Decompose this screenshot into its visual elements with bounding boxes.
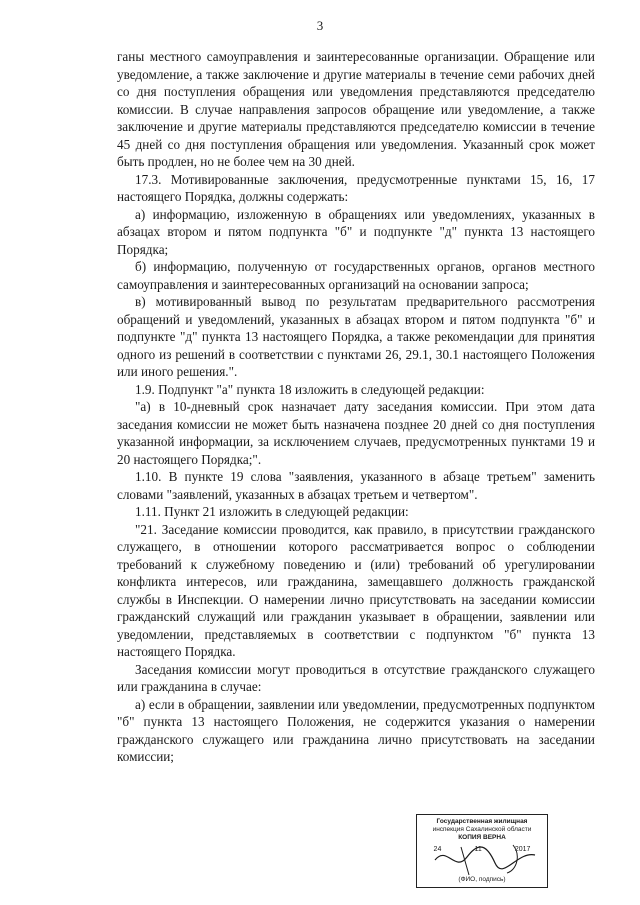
- paragraph: а) если в обращении, заявлении или уведомлении, предусмотренных подпунктом "б" пункта 13 настоящего Положения, не содержится указания о намерении гражданского служащего или гражданина лично присутствовать на заседании комиссии;: [117, 696, 595, 764]
- paragraph: а) информацию, изложенную в обращениях или уведомлениях, указанных в абзацах втором и пятом подпункта "б" и подпункте "д" пункта 13 настоящего Порядка;: [117, 206, 595, 257]
- stamp-caption: (ФИО, подпись): [458, 876, 506, 883]
- page-number: 3: [316, 18, 324, 33]
- stamp-year: 2017: [514, 846, 531, 853]
- paragraph: "а) в 10-дневный срок назначает дату заседания комиссии. При этом дата заседания комиссии не может быть назначена позднее 20 дней со дня поступления указанной информации, за исключением случаев, предусмотренных пунктами 19 и 20 настоящего Порядка;".: [117, 399, 595, 467]
- paragraph: Заседания комиссии могут проводиться в отсутствие гражданского служащего или гражданина в случае:: [117, 661, 595, 694]
- paragraph: 1.11. Пункт 21 изложить в следующей редакции:: [135, 504, 409, 519]
- paragraph: в) мотивированный вывод по результатам предварительного рассмотрения обращений и уведомлений, указанных в абзацах втором и пятом подпункта "б" и подпункте "д" пункта 13 настоящего Порядка, а также рекомендации для принятия одного из решений в соответствии с пунктами 26, 29.1, 30.1 настоящего Положения или иного решения.".: [117, 294, 595, 379]
- paragraph: ганы местного самоуправления и заинтересованные организации. Обращение или уведомление, а также заключение и другие материалы в течение семи рабочих дней со дня поступления обращения или уведомления представляются председателю комиссии. В случае направления запросов обращение или уведомление, а также заключение и другие материалы представляются председателю комиссии в течение 45 дней со дня поступления обращения или уведомления. Указанный срок может быть продлен, но не более чем на 30 дней.: [117, 49, 595, 169]
- document-body: [117, 48, 595, 766]
- certification-stamp: [416, 814, 548, 888]
- stamp-copy-label: КОПИЯ ВЕРНА: [458, 834, 506, 841]
- paragraph: 1.10. В пункте 19 слова "заявления, указанного в абзаце третьем" заменить словами "заявлений, указанных в абзацах третьем и четвертом".: [117, 469, 595, 502]
- stamp-month: 11: [474, 846, 482, 853]
- paragraph: б) информацию, полученную от государственных органов, органов местного самоуправления и заинтересованных организаций на основании запроса;: [117, 259, 595, 292]
- paragraph: "21. Заседание комиссии проводится, как правило, в присутствии гражданского служащего, в отношении которого рассматривается вопрос о соблюдении требований к служебному поведению и (или) требований об урегулировании конфликта интересов, или гражданина, замещавшего должность гражданской службы в Инспекции. О намерении лично присутствовать на заседании комиссии гражданский служащий или гражданин указывает в обращении, заявлении или уведомлении, представляемых в соответствии с подпунктом "б" пункта 13 настоящего Порядка.: [117, 521, 595, 659]
- stamp-org-line2: инспекция Сахалинской области: [432, 826, 532, 833]
- paragraph: 17.3. Мотивированные заключения, предусмотренные пунктами 15, 16, 17 настоящего Порядка, должны содержать:: [117, 171, 595, 204]
- stamp-org-line1: Государственная жилищная: [436, 818, 528, 825]
- stamp-day: 24: [433, 846, 442, 853]
- paragraph: 1.9. Подпункт "а" пункта 18 изложить в следующей редакции:: [135, 381, 485, 397]
